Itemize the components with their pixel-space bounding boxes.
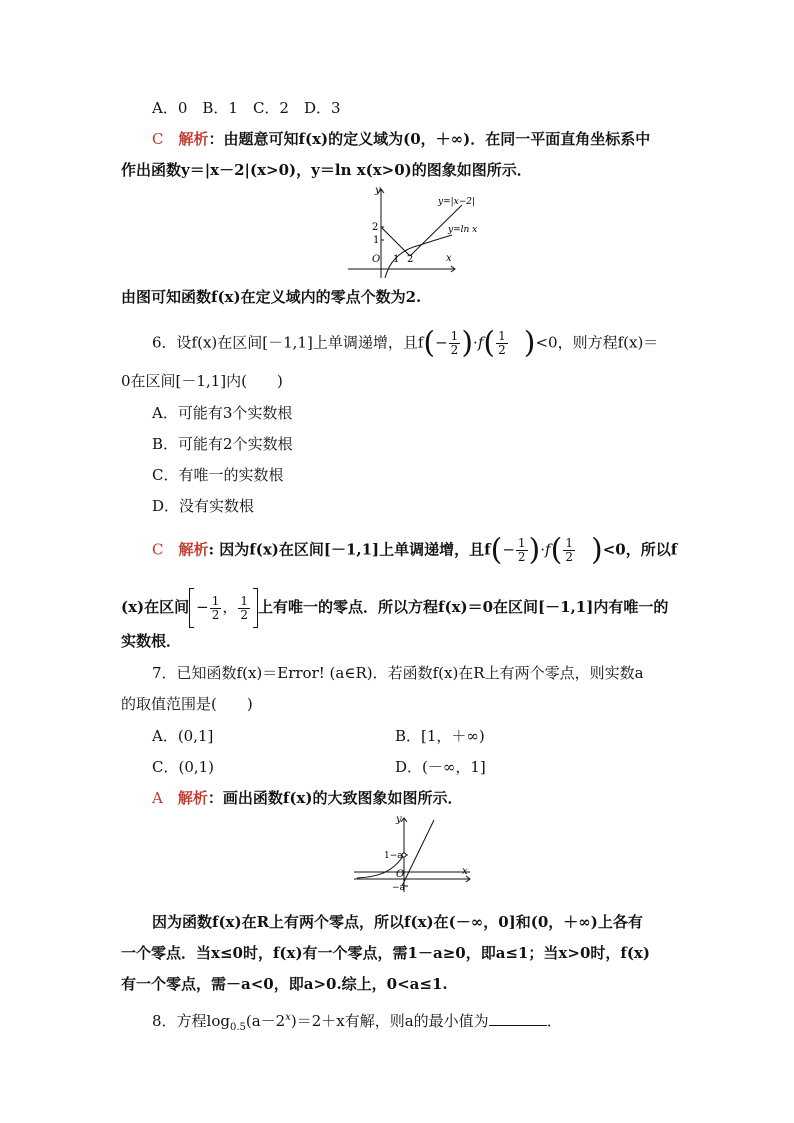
q5-graph-curve2-label: y=ln x <box>448 225 478 235</box>
q6-fraction: $\frac{1}{2}$ <box>565 536 573 564</box>
q7-option-a: A．(0,1] <box>152 727 214 745</box>
q5-analysis-line2: 作出函数y＝|x－2|(x>0)，y＝ln x(x>0)的图象如图所示． <box>121 161 532 179</box>
q7-conclusion-line3: 有一个零点，需－a<0，即a>0.综上，0<a≤1. <box>121 975 448 993</box>
q5-options: A．0 B．1 C．2 D．3 <box>152 99 341 117</box>
q5-graph-tick-x1: 1 <box>393 254 400 265</box>
q5-graph-origin: O <box>372 254 381 265</box>
q7-option-d: D．(－∞，1] <box>395 758 486 776</box>
q7-graph-y-label: y <box>396 814 402 825</box>
q6-stem-line2: 0在区间[－1,1]内( ) <box>121 372 283 390</box>
q8-answer-blank[interactable] <box>489 1011 547 1026</box>
q6-option-a: A．可能有3个实数根 <box>152 404 293 422</box>
q6-analysis-line3: 实数根． <box>121 632 182 650</box>
q6-stem-line1: 6．设f(x)在区间[－1,1]上单调递增，且f(− $\frac{1}{2}$ )·f( $\frac{1}{2}$ )<0，则方程f(x)＝ <box>152 325 659 361</box>
q7-graph-tick-bottom: −a <box>392 883 405 893</box>
q6-analysis-label: 解析 <box>178 540 209 559</box>
q7-graph-origin: O <box>396 869 405 880</box>
q5-graph-tick-y2: 2 <box>372 222 379 233</box>
q7-graph <box>352 812 477 894</box>
q5-graph-curve1-label: y=|x−2| <box>438 197 476 207</box>
q7-graph-x-label: x <box>462 866 468 877</box>
q7-stem-line2: 的取值范围是( ) <box>121 695 253 713</box>
q6-fraction: $\frac{1}{2}$ <box>498 329 506 357</box>
q7-graph-tick-top: 1−a <box>384 851 403 861</box>
q7-option-c: C．(0,1) <box>152 758 215 776</box>
q6-answer-letter: C <box>152 540 164 559</box>
q8-stem: 8．方程$\log_{0.5}(a-2^x)=2+x$有解，则a的最小值为 ． <box>152 1012 562 1033</box>
q6-fraction: $\frac{1}{2}$ <box>450 329 459 357</box>
q6-fraction: $\frac{1}{2}$ <box>211 593 220 622</box>
q5-graph-y-label: y <box>375 185 381 196</box>
q7-conclusion-line2: 一个零点．当x≤0时，f(x)有一个零点，需1－a≥0，即a≤1；当x>0时，f(x) <box>121 944 650 962</box>
q5-graph-tick-y1: 1 <box>373 235 380 246</box>
q7-option-b: B．[1，＋∞) <box>395 727 485 745</box>
q5-analysis-line1: C 解析：由题意可知f(x)的定义域为(0，＋∞)．在同一平面直角坐标系中 <box>152 130 651 148</box>
q6-fraction: $\frac{1}{2}$ <box>517 536 526 564</box>
q5-analysis-label: 解析 <box>178 130 209 148</box>
q6-option-c: C．有唯一的实数根 <box>152 466 284 484</box>
q7-answer-letter: A <box>152 789 163 807</box>
q5-graph <box>340 183 500 280</box>
q7-conclusion-line1: 因为函数f(x)在R上有两个零点，所以f(x)在(－∞，0]和(0，＋∞)上各有 <box>152 913 643 931</box>
q5-graph-x-label: x <box>446 253 452 264</box>
q6-fraction: $\frac{1}{2}$ <box>240 593 249 622</box>
q5-conclusion: 由图可知函数f(x)在定义域内的零点个数为2. <box>121 288 422 306</box>
q6-option-d: D．没有实数根 <box>152 497 255 515</box>
q6-analysis-line2: (x)在区间 − $\frac{1}{2}$ ， $\frac{1}{2}$ 上有唯一的零点．所以方程f(x)＝0在区间[－1,1]内有唯一的 <box>121 588 668 628</box>
q5-graph-tick-x2: 2 <box>407 254 414 265</box>
q7-analysis-line1: A 解析：画出函数f(x)的大致图象如图所示． <box>152 789 463 807</box>
q7-stem-line1: 7．已知函数f(x)＝Error! (a∈R)．若函数f(x)在R上有两个零点，则实数a <box>152 664 644 682</box>
q6-analysis-line1: C 解析: 因为f(x)在区间[－1,1]上单调递增，且f(− $\frac{1}{2}$ )·f( $\frac{1}{2}$ )<0，所以f <box>152 532 678 568</box>
q6-option-b: B．可能有2个实数根 <box>152 435 293 453</box>
q7-analysis-label: 解析 <box>177 789 208 807</box>
q5-answer-letter: C <box>152 130 164 148</box>
